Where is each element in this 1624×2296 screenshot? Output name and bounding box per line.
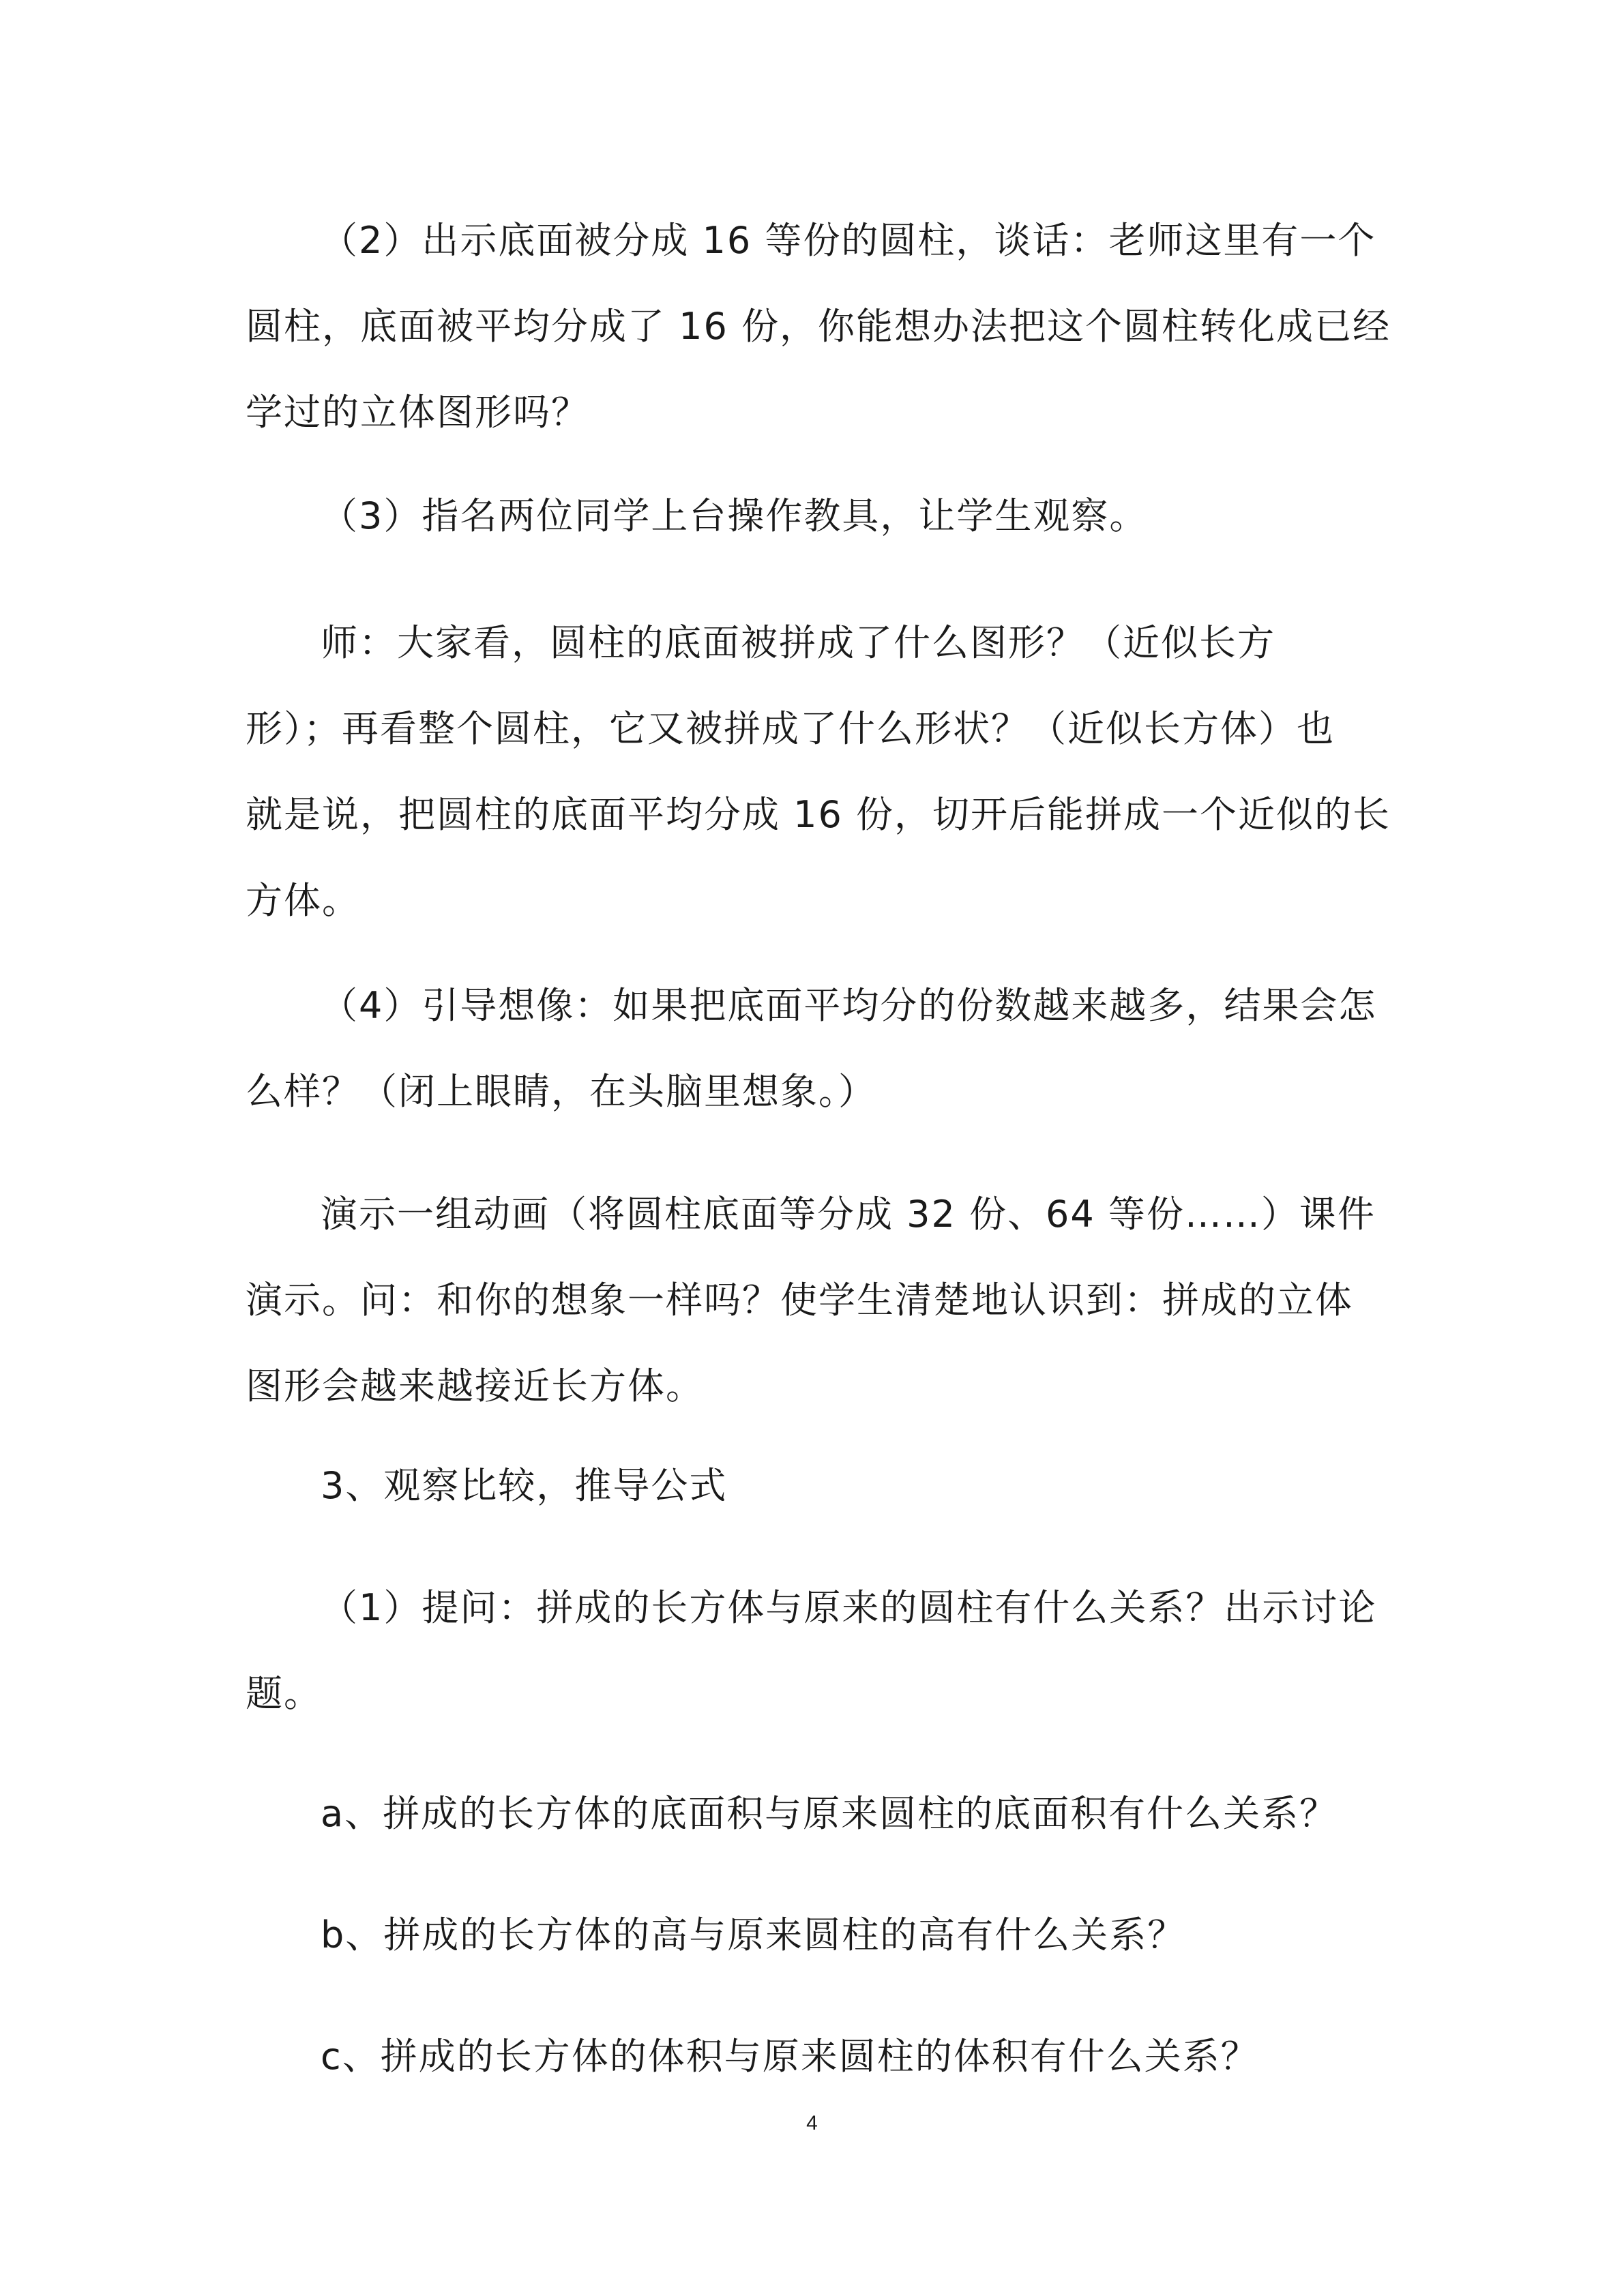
text-line: b、拼成的长方体的高与原来圆柱的高有什么关系？ — [321, 1913, 1186, 1956]
text-line: 师：大家看，圆柱的底面被拼成了什么图形？（近似长方 — [321, 621, 1275, 664]
discussion-item-c — [246, 2014, 1378, 2100]
discussion-item-b — [246, 1892, 1378, 1978]
text-line: 图形会越来越接近长方体。 — [246, 1365, 704, 1407]
paragraph-students-operate — [246, 473, 1378, 559]
text-line: （3）指名两位同学上台操作教具，让学生观察。 — [321, 494, 1148, 537]
text-line: 学过的立体图形吗？ — [246, 391, 589, 434]
text-line: 题。 — [246, 1672, 322, 1715]
paragraph-show-cylinder-16-parts — [246, 198, 1391, 456]
text-line: 演示。问：和你的想象一样吗？使学生清楚地认识到：拼成的立体 — [246, 1279, 1353, 1322]
paragraph-animation-demo — [246, 1172, 1378, 1429]
text-line: （2）出示底面被分成 16 等份的圆柱，谈话：老师这里有一个 — [321, 219, 1376, 262]
paragraph-guide-imagination — [246, 963, 1378, 1135]
text-line: （1）提问：拼成的长方体与原来的圆柱有什么关系？出示讨论 — [321, 1586, 1377, 1629]
text-line: 演示一组动画（将圆柱底面等分成 32 份、64 等份……）课件 — [321, 1193, 1376, 1236]
text-line: 形）；再看整个圆柱，它又被拼成了什么形状？（近似长方体）也 — [246, 707, 1335, 750]
text-line: 圆柱，底面被平均分成了 16 份，你能想办法把这个圆柱转化成已经 — [246, 305, 1391, 348]
text-line: c、拼成的长方体的体积与原来圆柱的体积有什么关系？ — [321, 2035, 1259, 2078]
text-line: 么样？（闭上眼睛，在头脑里想象。） — [246, 1070, 876, 1113]
text-line: a、拼成的长方体的底面积与原来圆柱的底面积有什么关系？ — [321, 1792, 1338, 1835]
paragraph-question-relationship — [246, 1565, 1378, 1737]
discussion-item-a — [246, 1771, 1378, 1857]
text-line: 3、观察比较，推导公式 — [321, 1464, 728, 1507]
text-line: 就是说，把圆柱的底面平均分成 16 份，切开后能拼成一个近似的长 — [246, 793, 1391, 836]
section-heading-observe-compare — [246, 1443, 1378, 1529]
page-number: 4 — [806, 2112, 818, 2134]
text-line: （4）引导想像：如果把底面平均分的份数越来越多，结果会怎 — [321, 984, 1377, 1027]
paragraph-teacher-question — [246, 600, 1391, 944]
text-line: 方体。 — [246, 879, 360, 922]
